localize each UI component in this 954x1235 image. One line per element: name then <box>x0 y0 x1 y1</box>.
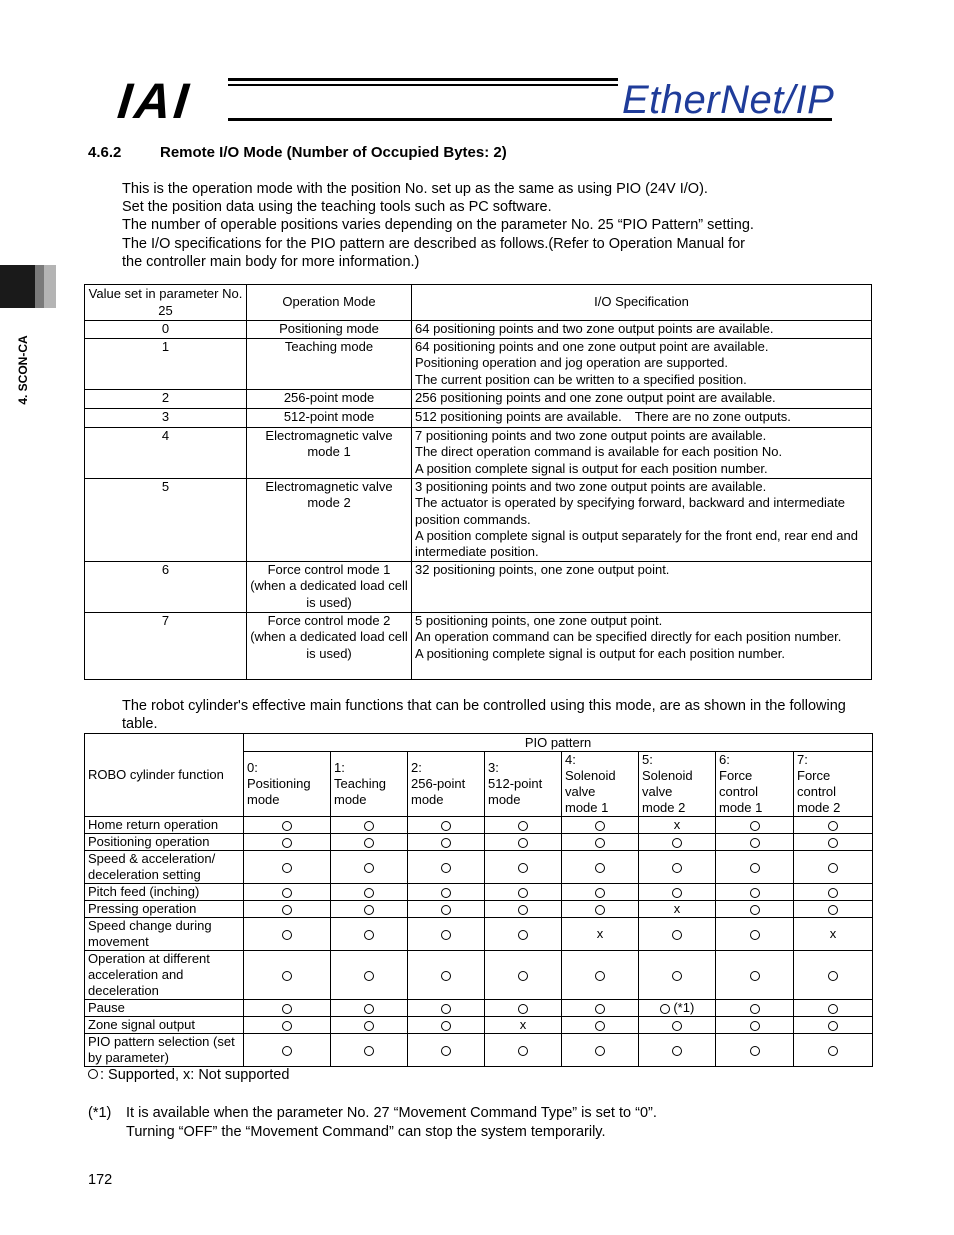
io-spec <box>412 613 872 680</box>
supported-cell <box>639 851 716 884</box>
column-header-line: 7: <box>797 752 808 767</box>
supported-cell <box>716 817 794 834</box>
supported-cell <box>244 1000 331 1017</box>
spec-line: The current position can be written to a specified position. <box>415 371 747 387</box>
supported-cell <box>716 1017 794 1034</box>
table-row <box>85 1000 873 1017</box>
function-name: PIO pattern selection (set by parameter) <box>85 1034 244 1067</box>
table-row <box>85 884 873 901</box>
robo-cylinder-function-table <box>84 733 873 1067</box>
supported-cell <box>331 901 408 918</box>
supported-circle-icon <box>364 1004 374 1014</box>
table-row <box>85 851 873 884</box>
supported-circle-icon <box>750 838 760 848</box>
table-row <box>85 562 872 613</box>
header-rule-top <box>228 78 618 81</box>
supported-cell <box>562 817 639 834</box>
supported-circle-icon <box>672 838 682 848</box>
pio-pattern-column-header <box>244 752 331 817</box>
supported-cell <box>562 884 639 901</box>
table-row <box>85 1034 873 1067</box>
spec-line: A positioning complete signal is output for each position number. <box>415 645 786 661</box>
spec-line: 512 positioning points are available. There are no zone outputs. <box>415 409 791 424</box>
pio-pattern-column-header <box>331 752 408 817</box>
supported-circle-icon <box>282 838 292 848</box>
column-header-line: valve <box>642 784 673 799</box>
table-row <box>85 918 873 951</box>
table-row <box>85 321 872 339</box>
pio-pattern-column-header <box>639 752 716 817</box>
iai-logo: IAI <box>115 73 194 129</box>
spec-line: 64 positioning points and two zone output points are available. <box>415 321 774 336</box>
table-row <box>85 817 873 834</box>
supported-circle-icon <box>441 838 451 848</box>
column-header-line: 256-point <box>411 776 466 791</box>
supported-circle-icon <box>828 905 838 915</box>
column-header-line: mode <box>334 792 367 807</box>
supported-cell <box>639 1017 716 1034</box>
supported-cell <box>408 1017 485 1034</box>
supported-cell <box>794 1000 873 1017</box>
pio-pattern-mode-table <box>84 284 872 680</box>
footnote-tag: (*1) <box>88 1105 112 1121</box>
param-value: 5 <box>85 479 247 562</box>
table-header-row <box>85 734 873 752</box>
supported-circle-icon <box>828 1004 838 1014</box>
supported-cell <box>244 918 331 951</box>
io-spec <box>412 409 872 428</box>
function-name: Pitch feed (inching) <box>85 884 244 901</box>
supported-cell <box>331 951 408 1000</box>
pio-pattern-column-header <box>562 752 639 817</box>
column-header-value: Value set in parameter No. 25 <box>85 285 247 321</box>
supported-cell <box>331 1000 408 1017</box>
section-heading <box>88 144 507 161</box>
supported-circle-icon <box>595 1046 605 1056</box>
table-row <box>85 409 872 428</box>
supported-circle-icon <box>282 863 292 873</box>
operation-mode: Electromagnetic valve mode 2 <box>247 479 412 562</box>
column-header-line: mode <box>411 792 444 807</box>
supported-circle-icon <box>750 821 760 831</box>
supported-cell <box>485 1000 562 1017</box>
supported-cell <box>794 901 873 918</box>
supported-circle-icon <box>672 1046 682 1056</box>
supported-cell <box>639 884 716 901</box>
supported-circle-icon <box>672 930 682 940</box>
legend <box>88 1067 289 1083</box>
supported-circle-icon <box>282 1021 292 1031</box>
row-header-cell: ROBO cylinder function <box>85 734 244 817</box>
supported-circle-icon <box>364 821 374 831</box>
column-header-line: 0: <box>247 760 258 775</box>
spec-line: The actuator is operated by specifying forward, backward and intermediate position commands. <box>415 495 845 527</box>
supported-cell <box>485 918 562 951</box>
column-header-line: valve <box>565 784 596 799</box>
supported-circle-icon <box>518 971 528 981</box>
column-header-line: 5: <box>642 752 653 767</box>
supported-circle-icon <box>750 930 760 940</box>
io-spec <box>412 479 872 562</box>
supported-cell <box>244 851 331 884</box>
supported-circle-icon <box>595 863 605 873</box>
supported-circle-icon <box>518 838 528 848</box>
supported-cell <box>244 901 331 918</box>
supported-circle-icon <box>828 863 838 873</box>
io-spec <box>412 562 872 613</box>
supported-circle-icon <box>364 863 374 873</box>
column-header-line: Solenoid <box>565 768 616 783</box>
spec-line: 256 positioning points and one zone output point are available. <box>415 390 776 405</box>
supported-circle-icon <box>364 888 374 898</box>
supported-circle-icon <box>364 971 374 981</box>
io-spec <box>412 321 872 339</box>
supported-cell <box>794 951 873 1000</box>
supported-circle-icon <box>441 1004 451 1014</box>
column-header-line: 3: <box>488 760 499 775</box>
column-header-line: Solenoid <box>642 768 693 783</box>
supported-cell <box>331 918 408 951</box>
pio-pattern-header: PIO pattern <box>244 734 873 752</box>
column-header-line: mode 1 <box>565 800 609 815</box>
side-tab-marker <box>0 265 35 308</box>
supported-circle-icon <box>750 971 760 981</box>
supported-cell <box>716 834 794 851</box>
intro-paragraph <box>122 180 822 271</box>
column-header-line: mode 2 <box>797 800 841 815</box>
supported-circle-icon <box>750 888 760 898</box>
io-spec <box>412 390 872 409</box>
supported-cell <box>331 1017 408 1034</box>
supported-cell <box>639 1000 716 1017</box>
operation-mode: Electromagnetic valve mode 1 <box>247 428 412 479</box>
spec-line: A position complete signal is output for each position number. <box>415 460 768 476</box>
footnote <box>88 1104 657 1141</box>
supported-circle-icon <box>518 1004 528 1014</box>
supported-circle-icon <box>518 863 528 873</box>
function-name: Pressing operation <box>85 901 244 918</box>
supported-cell <box>331 834 408 851</box>
column-header-spec: I/O Specification <box>412 285 872 321</box>
pio-pattern-column-header <box>716 752 794 817</box>
spec-line: An operation command can be specified directly for each position number. <box>415 629 842 645</box>
footnote-line: It is available when the parameter No. 27 “Movement Command Type” is set to “0”. <box>126 1105 657 1121</box>
supported-cell <box>794 1034 873 1067</box>
supported-cell <box>562 851 639 884</box>
table-row <box>85 339 872 390</box>
supported-circle-icon <box>441 888 451 898</box>
supported-cell <box>244 951 331 1000</box>
supported-circle-icon <box>595 905 605 915</box>
param-value: 1 <box>85 339 247 390</box>
io-spec <box>412 339 872 390</box>
supported-cell <box>485 901 562 918</box>
spec-line: A position complete signal is output separately for the front end, rear end and intermediate position. <box>415 527 858 560</box>
supported-cell <box>562 901 639 918</box>
operation-mode: 512-point mode <box>247 409 412 428</box>
supported-circle-icon <box>672 863 682 873</box>
supported-cell <box>639 918 716 951</box>
section-number: 4.6.2 <box>88 144 122 161</box>
unsupported-cell: x <box>794 918 873 951</box>
supported-circle-icon <box>518 1046 528 1056</box>
intro-line: This is the operation mode with the position No. set up as the same as using PIO (24V I/O). <box>122 181 708 197</box>
supported-cell <box>794 851 873 884</box>
supported-cell <box>716 884 794 901</box>
supported-cell <box>716 951 794 1000</box>
side-tab-marker-shade <box>35 265 44 308</box>
supported-circle-icon <box>364 1021 374 1031</box>
supported-circle-icon <box>595 821 605 831</box>
supported-cell <box>485 851 562 884</box>
function-name: Speed & acceleration/ deceleration setting <box>85 851 244 884</box>
operation-mode: Teaching mode <box>247 339 412 390</box>
operation-mode: Force control mode 1 (when a dedicated load cell is used) <box>247 562 412 613</box>
supported-circle-icon <box>595 1004 605 1014</box>
supported-circle-icon <box>828 888 838 898</box>
operation-mode: 256-point mode <box>247 390 412 409</box>
supported-cell <box>716 1000 794 1017</box>
pio-pattern-column-header <box>485 752 562 817</box>
supported-cell <box>716 901 794 918</box>
supported-cell <box>562 1000 639 1017</box>
intro-line: The I/O specifications for the PIO pattern are described as follows.(Refer to Operation Manual for <box>122 235 745 252</box>
supported-cell <box>408 884 485 901</box>
table-row <box>85 1017 873 1034</box>
supported-circle-icon <box>828 1021 838 1031</box>
page-number: 172 <box>88 1172 113 1188</box>
intro-line: the controller main body for more information.) <box>122 253 420 270</box>
supported-cell <box>562 951 639 1000</box>
intro-line: The number of operable positions varies depending on the parameter No. 25 “PIO Pattern” setting. <box>122 217 754 234</box>
spec-line: The direct operation command is available for each position No. <box>415 444 783 460</box>
spec-line: 5 positioning points, one zone output point. <box>415 613 663 628</box>
supported-circle-icon <box>828 838 838 848</box>
supported-circle-icon <box>750 863 760 873</box>
supported-circle-icon <box>750 1004 760 1014</box>
supported-circle-icon <box>364 930 374 940</box>
supported-cell <box>485 817 562 834</box>
supported-cell <box>562 834 639 851</box>
supported-cell <box>794 884 873 901</box>
column-header-line: 512-point <box>488 776 543 791</box>
supported-circle-icon <box>518 930 528 940</box>
supported-cell <box>639 834 716 851</box>
supported-circle-icon <box>828 971 838 981</box>
param-value: 3 <box>85 409 247 428</box>
operation-mode: Force control mode 2 (when a dedicated load cell is used) <box>247 613 412 680</box>
column-header-line: Force <box>797 768 831 783</box>
column-header-line: mode 1 <box>719 800 763 815</box>
operation-mode: Positioning mode <box>247 321 412 339</box>
column-header-line: Positioning <box>247 776 311 791</box>
supported-cell <box>408 834 485 851</box>
side-tab-marker-light <box>44 265 56 308</box>
column-header-line: mode 2 <box>642 800 686 815</box>
legend-text: : Supported, x: Not supported <box>100 1067 290 1083</box>
supported-cell <box>639 951 716 1000</box>
supported-circle-icon <box>441 1021 451 1031</box>
supported-circle-icon <box>364 905 374 915</box>
supported-circle-icon <box>672 888 682 898</box>
supported-cell <box>331 817 408 834</box>
supported-cell <box>485 884 562 901</box>
supported-circle-icon <box>282 1004 292 1014</box>
supported-cell <box>244 817 331 834</box>
spec-line: Positioning operation and jog operation are supported. <box>415 355 728 371</box>
supported-cell <box>331 1034 408 1067</box>
supported-circle-icon <box>750 1046 760 1056</box>
supported-circle-icon <box>282 971 292 981</box>
table-row <box>85 390 872 409</box>
pio-pattern-column-header <box>408 752 485 817</box>
column-header-line: mode <box>247 792 280 807</box>
param-value: 4 <box>85 428 247 479</box>
function-name: Zone signal output <box>85 1017 244 1034</box>
column-header-line: control <box>797 784 837 799</box>
supported-circle-icon <box>672 1021 682 1031</box>
column-header-line: 1: <box>334 760 345 775</box>
column-header-line: mode <box>488 792 521 807</box>
param-value: 6 <box>85 562 247 613</box>
supported-cell <box>408 1000 485 1017</box>
function-name: Home return operation <box>85 817 244 834</box>
supported-cell <box>331 884 408 901</box>
spec-line: 3 positioning points and two zone output points are available. <box>415 479 767 494</box>
header-rule-top-2 <box>228 84 618 86</box>
column-header-line: control <box>719 784 759 799</box>
footnote-line: Turning “OFF” the “Movement Command” can stop the system temporarily. <box>126 1123 606 1140</box>
ethernet-ip-logo: EtherNet/IP <box>622 78 835 122</box>
table-row <box>85 428 872 479</box>
supported-circle-icon <box>672 971 682 981</box>
supported-circle-icon <box>750 905 760 915</box>
supported-circle-icon <box>441 905 451 915</box>
supported-circle-icon <box>595 888 605 898</box>
supported-circle-icon <box>595 1021 605 1031</box>
param-value: 2 <box>85 390 247 409</box>
supported-circle-icon <box>750 1021 760 1031</box>
table-row <box>85 834 873 851</box>
spec-line: 64 positioning points and one zone output point are available. <box>415 339 769 354</box>
supported-circle-icon <box>828 821 838 831</box>
supported-circle-icon <box>364 838 374 848</box>
supported-circle-icon <box>595 971 605 981</box>
supported-cell <box>562 1034 639 1067</box>
supported-cell <box>794 817 873 834</box>
supported-cell <box>244 1017 331 1034</box>
supported-cell <box>244 1034 331 1067</box>
spec-line: 32 positioning points, one zone output point. <box>415 562 670 577</box>
column-header-line: Teaching <box>334 776 387 791</box>
supported-cell <box>716 918 794 951</box>
column-header-line: Force <box>719 768 753 783</box>
supported-circle-icon <box>441 863 451 873</box>
function-name: Pause <box>85 1000 244 1017</box>
column-header-line: 4: <box>565 752 576 767</box>
supported-cell <box>485 1034 562 1067</box>
supported-cell <box>331 851 408 884</box>
supported-circle-icon <box>282 888 292 898</box>
supported-cell <box>794 1017 873 1034</box>
supported-cell <box>639 1034 716 1067</box>
unsupported-cell: x <box>485 1017 562 1034</box>
supported-circle-icon <box>518 888 528 898</box>
supported-cell <box>408 951 485 1000</box>
cell-note: (*1) <box>669 1000 695 1015</box>
supported-cell <box>794 834 873 851</box>
supported-cell <box>408 851 485 884</box>
supported-circle-icon <box>282 1046 292 1056</box>
supported-circle-icon <box>441 930 451 940</box>
spec-line: 7 positioning points and two zone output points are available. <box>415 428 767 443</box>
table-row <box>85 613 872 680</box>
section-title: Remote I/O Mode (Number of Occupied Bytes: 2) <box>160 144 507 161</box>
function-name: Operation at different acceleration and deceleration <box>85 951 244 1000</box>
supported-circle-icon <box>441 821 451 831</box>
functions-intro: The robot cylinder's effective main functions that can be controlled using this mode, are as shown in the following table. <box>122 698 846 733</box>
supported-cell <box>716 1034 794 1067</box>
supported-circle-icon <box>364 1046 374 1056</box>
supported-cell <box>408 918 485 951</box>
supported-circle-icon <box>282 821 292 831</box>
function-name: Positioning operation <box>85 834 244 851</box>
supported-circle-icon <box>282 905 292 915</box>
table-row <box>85 479 872 562</box>
column-header-mode: Operation Mode <box>247 285 412 321</box>
table-row <box>85 901 873 918</box>
supported-cell <box>408 901 485 918</box>
supported-circle-icon <box>828 1046 838 1056</box>
supported-circle-icon <box>595 838 605 848</box>
table-header-row <box>85 285 872 321</box>
supported-cell <box>485 951 562 1000</box>
supported-cell <box>408 1034 485 1067</box>
io-spec <box>412 428 872 479</box>
function-name: Speed change during movement <box>85 918 244 951</box>
unsupported-cell: x <box>639 901 716 918</box>
supported-circle-icon <box>518 821 528 831</box>
param-value: 7 <box>85 613 247 680</box>
table-row <box>85 951 873 1000</box>
column-header-line: 2: <box>411 760 422 775</box>
unsupported-cell: x <box>562 918 639 951</box>
column-header-line: 6: <box>719 752 730 767</box>
supported-cell <box>244 884 331 901</box>
chapter-label: 4. SCON-CA <box>16 335 30 405</box>
supported-cell <box>562 1017 639 1034</box>
supported-circle-icon <box>282 930 292 940</box>
unsupported-cell: x <box>639 817 716 834</box>
param-value: 0 <box>85 321 247 339</box>
supported-circle-icon <box>518 905 528 915</box>
supported-cell <box>716 851 794 884</box>
supported-cell <box>408 817 485 834</box>
supported-cell <box>485 834 562 851</box>
intro-line: Set the position data using the teaching tools such as PC software. <box>122 199 552 216</box>
supported-cell <box>244 834 331 851</box>
supported-circle-icon <box>88 1069 98 1079</box>
supported-circle-icon <box>660 1004 670 1014</box>
pio-pattern-column-header <box>794 752 873 817</box>
supported-circle-icon <box>441 971 451 981</box>
supported-circle-icon <box>441 1046 451 1056</box>
